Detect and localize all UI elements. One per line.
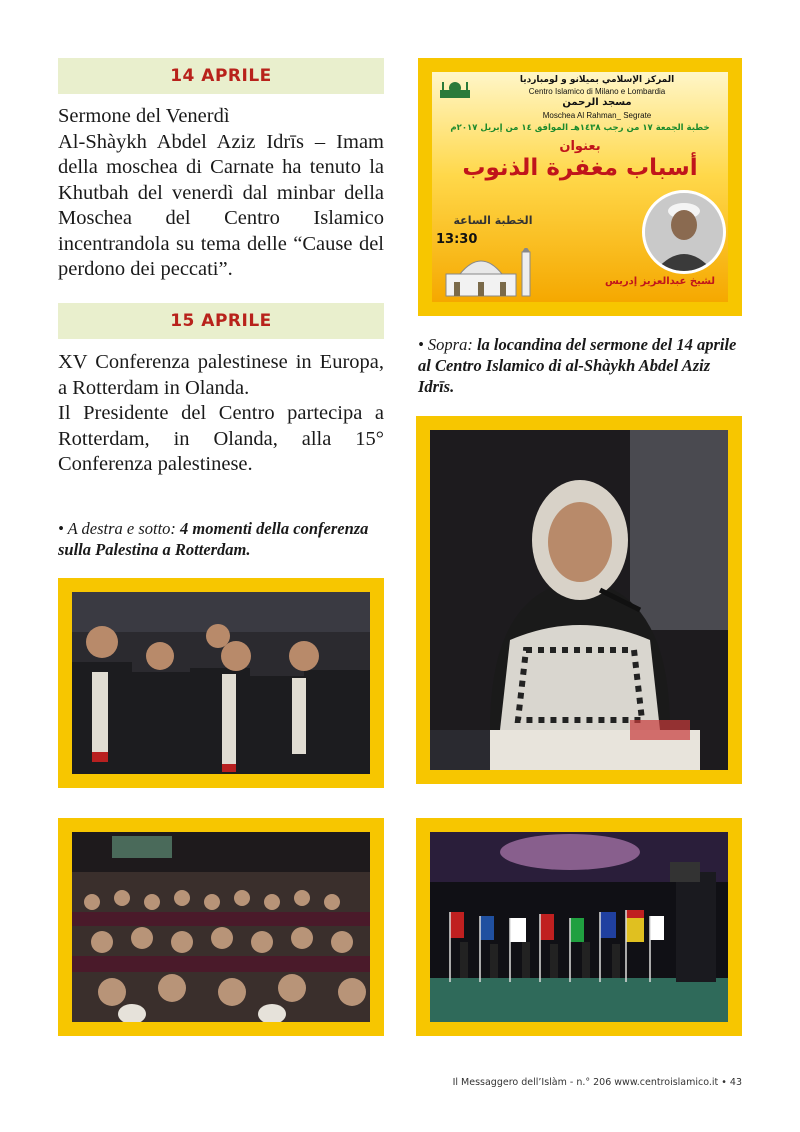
sermon-description: Al-Shàykh Abdel Aziz Idrīs – Imam della moschea di Carnate ha tenuto la Khutbah del venerdì dal minbar della Moschea del Centro Islamico incentrandola su tema delle “Cause del perdono dei peccati”. <box>58 130 384 280</box>
conference-description: Il Presidente del Centro partecipa a Rotterdam, in Olanda, alla 15° Conferenza palestinese. <box>58 402 384 475</box>
poster-mosque-it: Moschea Al Rahman_ Segrate <box>542 111 652 120</box>
speaker-portrait <box>642 190 726 274</box>
section-14-aprile-text <box>58 104 384 283</box>
poster-org-ar: المركز الإسلامي بميلانو و لومبارديا <box>519 75 675 85</box>
caption-bold: la locandina del sermone del 14 aprile al Centro Islamico di al-Shàykh Abdel Aziz Idrīs. <box>418 335 737 396</box>
sermon-title: Sermone del Venerdì <box>58 105 230 127</box>
section-15-aprile-text <box>58 350 384 478</box>
caption-conference <box>58 518 388 560</box>
person-icon <box>645 193 723 271</box>
poster-time: 13:30 <box>436 232 478 247</box>
photo-frame-group <box>58 578 384 788</box>
photo-speaker <box>430 430 728 770</box>
photo-audience <box>72 832 370 1022</box>
poster-org-it: Centro Islamico di Milano e Lombardia <box>528 87 666 96</box>
photo-stage <box>430 832 728 1022</box>
stage-photo-icon <box>430 832 728 1022</box>
group-photo-icon <box>72 592 370 774</box>
section-header-14-aprile: 14 APRILE <box>58 58 384 94</box>
audience-photo-icon <box>72 832 370 1022</box>
conference-title: XV Conferenza palestinese in Europa, a Rotterdam in Olanda. <box>58 351 384 399</box>
poster-mosque-ar: مسجد الرحمن <box>562 97 632 108</box>
poster-time-label-ar: الخطبة الساعة <box>453 214 533 227</box>
speaker-photo-icon <box>430 430 728 770</box>
caption-prefix: • Sopra: <box>418 335 477 354</box>
caption-bold: 4 momenti della conferenza sulla Palestina a Rotterdam. <box>58 519 369 559</box>
mosque-illustration-icon <box>438 248 544 300</box>
page-footer: Il Messaggero dell’Islàm - n.° 206 www.centroislamico.it • 43 <box>452 1077 742 1088</box>
photo-group <box>72 592 370 774</box>
poster-frame <box>418 58 742 316</box>
poster-title-pre-ar: بعنوان <box>559 139 601 154</box>
poster-title-ar: أسباب مغفرة الذنوب <box>462 155 698 181</box>
mosque-logo-icon <box>438 78 472 100</box>
caption-prefix: • A destra e sotto: <box>58 519 181 538</box>
sermon-poster <box>432 72 728 302</box>
photo-frame-speaker <box>416 416 742 784</box>
poster-speaker-ar: لشيخ عبدالعزيز إدريس <box>604 276 716 287</box>
photo-frame-audience <box>58 818 384 1036</box>
caption-poster <box>418 334 744 397</box>
photo-frame-stage <box>416 818 742 1036</box>
poster-date-ar: خطبة الجمعة ١٧ من رجب ١٤٣٨هـ الموافق ١٤ من إبريل ٢٠١٧م <box>450 123 710 133</box>
section-header-15-aprile: 15 APRILE <box>58 303 384 339</box>
